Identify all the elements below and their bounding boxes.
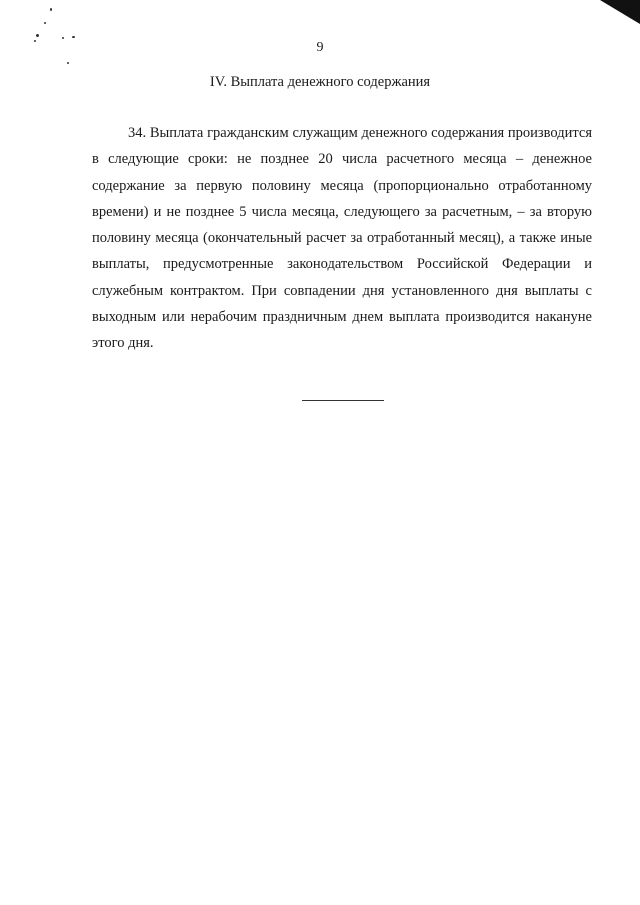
- page-number: 9: [316, 40, 324, 55]
- scan-speck: [67, 62, 69, 64]
- scan-speck: [50, 8, 52, 11]
- paragraph-34: 34. Выплата гражданским служащим денежного содержания производится в следующие сроки: не позднее 20 числа расчетного месяца – денежное содержание за первую половину месяца (пропорционально отработанному времени) и не позднее 5 числа месяца, следующего за расчетным, – за вторую половину месяца (окончательный расчет за отработанный месяц), а также иные выплаты, предусмотренные законодательством Российской Федерации и служебным контрактом. При совпадении дня установленного дня выплаты с выходным или нерабочим праздничным днем выплата производится накануне этого дня.: [92, 125, 592, 352]
- scan-corner-mark: [600, 0, 640, 24]
- scan-speck: [72, 36, 75, 38]
- scan-speck: [44, 22, 46, 24]
- scan-speck: [62, 37, 64, 39]
- section-title: IV. Выплата денежного содержания: [209, 74, 431, 90]
- scan-speck: [36, 34, 39, 37]
- end-of-document-rule: [302, 400, 384, 401]
